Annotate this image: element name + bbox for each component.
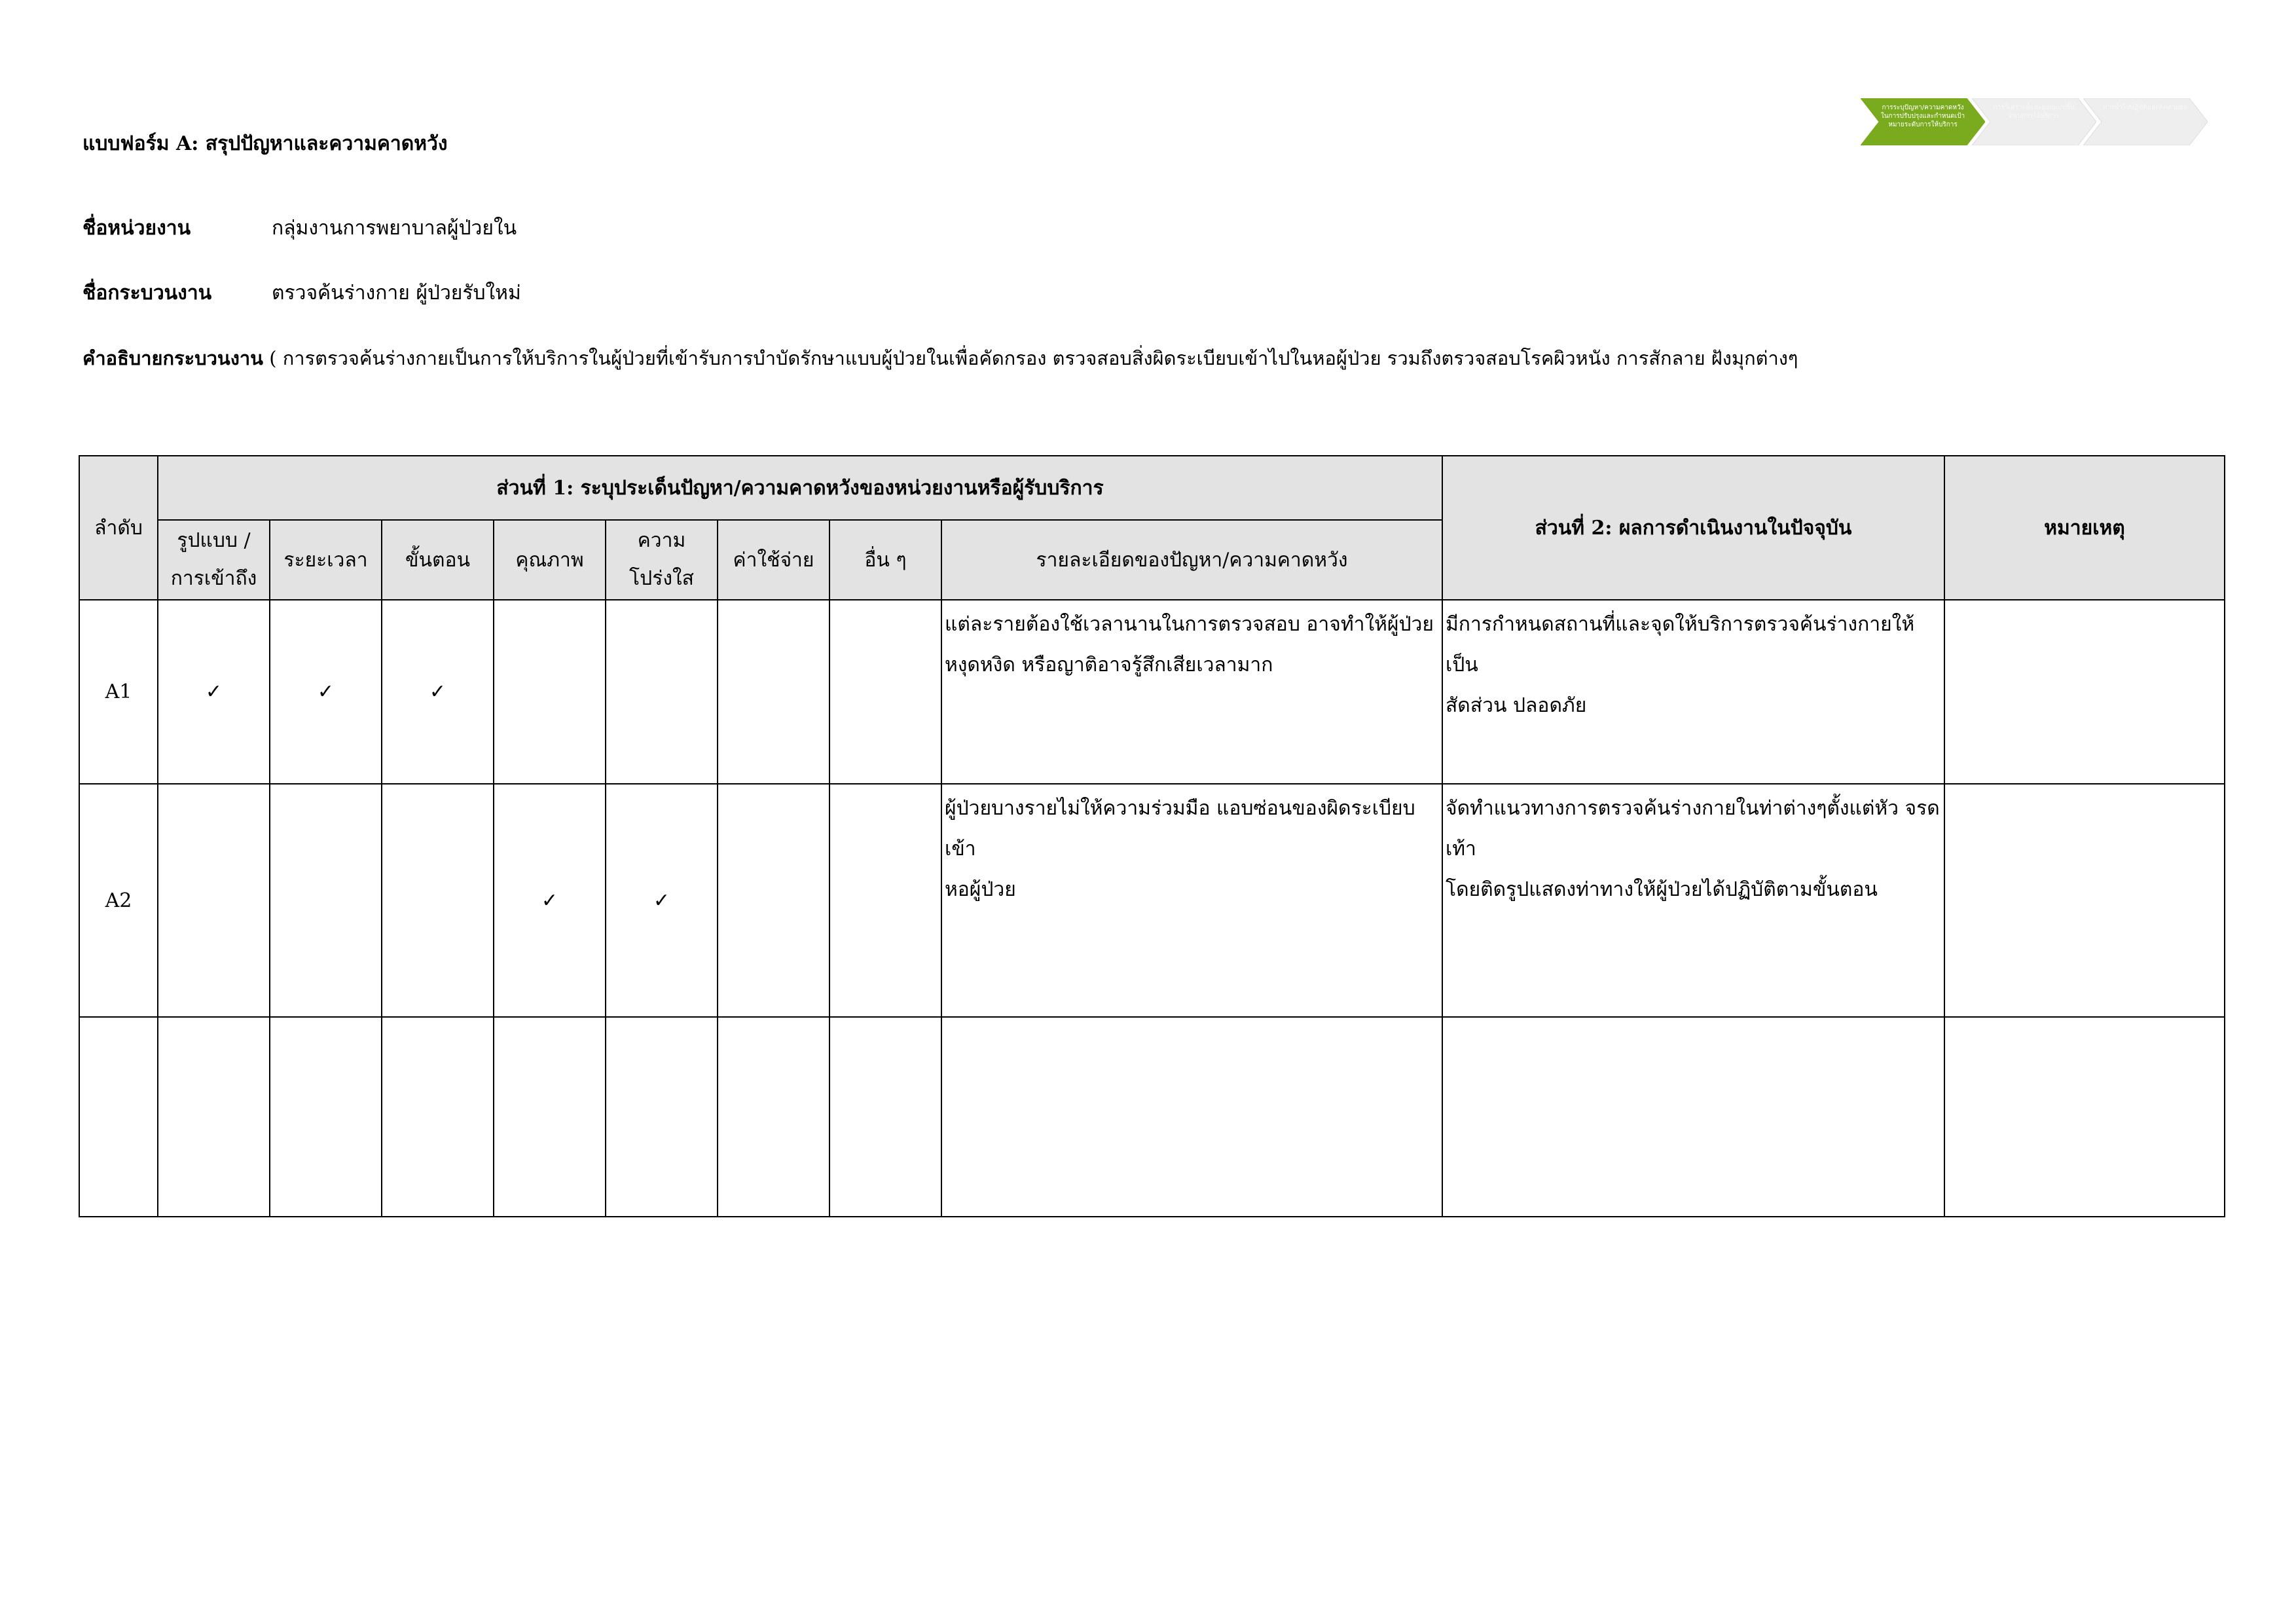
current-result bbox=[1442, 784, 1944, 1017]
col-header-cost: ค่าใช้จ่าย bbox=[718, 520, 829, 600]
check-access bbox=[158, 784, 270, 1017]
process-step-3 bbox=[2083, 98, 2208, 145]
check-steps bbox=[382, 1017, 494, 1217]
check-steps bbox=[382, 784, 494, 1017]
check-cost bbox=[718, 784, 829, 1017]
check-time bbox=[270, 1017, 382, 1217]
check-time: ✓ bbox=[270, 600, 382, 784]
step-3-label: การนำไปปฏิบัติและติดตามผล bbox=[2103, 104, 2188, 111]
result-line2: โดยติดรูปแสดงท่าทางให้ผู้ป่วยได้ปฏิบัติตามขั้นตอน bbox=[1446, 878, 1878, 901]
row-id: A2 bbox=[79, 784, 158, 1017]
process-description bbox=[82, 343, 1798, 373]
detail-line1: แต่ละรายต้องใช้เวลานานในการตรวจสอบ อาจทำให้ผู้ป่วย bbox=[945, 613, 1434, 636]
col-header-other: อื่น ๆ bbox=[829, 520, 941, 600]
transparency-line2: โปร่งใส bbox=[629, 567, 694, 590]
result-line1: มีการกำหนดสถานที่และจุดให้บริการตรวจค้นร่างกายให้เป็น bbox=[1446, 613, 1915, 676]
process-step-2 bbox=[1972, 98, 2096, 145]
col-header-quality: คุณภาพ bbox=[494, 520, 606, 600]
remark-cell bbox=[1944, 784, 2225, 1017]
check-transparency: ✓ bbox=[606, 784, 718, 1017]
step-1-label: การระบุปัญหา/ความคาดหวังในการปรับปรุงและกำหนดเป้าหมายระดับการให้บริการ bbox=[1880, 104, 1965, 128]
check-time bbox=[270, 784, 382, 1017]
col-header-transparency bbox=[606, 520, 718, 600]
result-line1: จัดทำแนวทางการตรวจค้นร่างกายในท่าต่างๆตั้งแต่หัว จรดเท้า bbox=[1446, 797, 1940, 860]
remark-cell bbox=[1944, 600, 2225, 784]
unit-label: ชื่อหน่วยงาน bbox=[82, 217, 191, 240]
remark-cell bbox=[1944, 1017, 2225, 1217]
check-access bbox=[158, 1017, 270, 1217]
check-transparency bbox=[606, 600, 718, 784]
problem-detail bbox=[941, 1017, 1442, 1217]
unit-value: กลุ่มงานการพยาบาลผู้ป่วยใน bbox=[272, 217, 517, 240]
check-cost bbox=[718, 600, 829, 784]
description-label: คำอธิบายกระบวนงาน bbox=[82, 347, 263, 369]
check-quality bbox=[494, 1017, 606, 1217]
check-other bbox=[829, 784, 941, 1017]
problem-detail bbox=[941, 600, 1442, 784]
table-row bbox=[79, 600, 2225, 784]
process-label: ชื่อกระบวนงาน bbox=[82, 282, 212, 304]
current-result bbox=[1442, 600, 1944, 784]
check-access: ✓ bbox=[158, 600, 270, 784]
col-header-steps: ขั้นตอน bbox=[382, 520, 494, 600]
process-value: ตรวจค้นร่างกาย ผู้ป่วยรับใหม่ bbox=[272, 282, 521, 304]
part1-header: ส่วนที่ 1: ระบุประเด็นปัญหา/ความคาดหวังของหน่วยงานหรือผู้รับบริการ bbox=[158, 456, 1442, 520]
detail-line1: ผู้ป่วยบางรายไม่ให้ความร่วมมือ แอบซ่อนของผิดระเบียบเข้า bbox=[945, 797, 1415, 860]
check-cost bbox=[718, 1017, 829, 1217]
access-line2: การเข้าถึง bbox=[170, 567, 257, 590]
transparency-line1: ความ bbox=[637, 529, 686, 552]
check-transparency bbox=[606, 1017, 718, 1217]
current-result bbox=[1442, 1017, 1944, 1217]
col-header-detail: รายละเอียดของปัญหา/ความคาดหวัง bbox=[941, 520, 1442, 600]
description-text: ( การตรวจค้นร่างกายเป็นการให้บริการในผู้ป่วยที่เข้ารับการบำบัดรักษาแบบผู้ป่วยในเพื่อคัดกรอง ตรวจสอบสิ่งผิดระเบียบเข้าไปในหอผู้ป่วย รวมถึงตรวจสอบโรคผิวหนัง การสักลาย ฝังมุกต่างๆ bbox=[269, 347, 1798, 369]
step-2-label: การวิเคราะห์และออกแบบขั้นตอนการให้บริการ bbox=[1993, 104, 2075, 120]
problem-detail bbox=[941, 784, 1442, 1017]
detail-line2: หอผู้ป่วย bbox=[945, 878, 1016, 901]
form-title: แบบฟอร์ม A: สรุปปัญหาและความคาดหวัง bbox=[82, 132, 448, 155]
check-quality: ✓ bbox=[494, 784, 606, 1017]
table-row bbox=[79, 784, 2225, 1017]
row-id: A1 bbox=[79, 600, 158, 784]
part2-header: ส่วนที่ 2: ผลการดำเนินงานในปัจจุบัน bbox=[1442, 456, 1944, 600]
problem-expectation-table bbox=[79, 455, 2225, 1217]
check-steps: ✓ bbox=[382, 600, 494, 784]
check-other bbox=[829, 1017, 941, 1217]
row-id bbox=[79, 1017, 158, 1217]
access-line1: รูปแบบ / bbox=[177, 529, 251, 552]
col-header-remark: หมายเหตุ bbox=[1944, 456, 2225, 600]
result-line2: สัดส่วน ปลอดภัย bbox=[1446, 694, 1587, 717]
detail-line2: หงุดหงิด หรือญาติอาจรู้สึกเสียเวลามาก bbox=[945, 654, 1273, 676]
check-other bbox=[829, 600, 941, 784]
table-row bbox=[79, 1017, 2225, 1217]
process-step-1 bbox=[1861, 98, 1985, 145]
col-header-seq: ลำดับ bbox=[79, 456, 158, 600]
check-quality bbox=[494, 600, 606, 784]
col-header-time: ระยะเวลา bbox=[270, 520, 382, 600]
col-header-access bbox=[158, 520, 270, 600]
